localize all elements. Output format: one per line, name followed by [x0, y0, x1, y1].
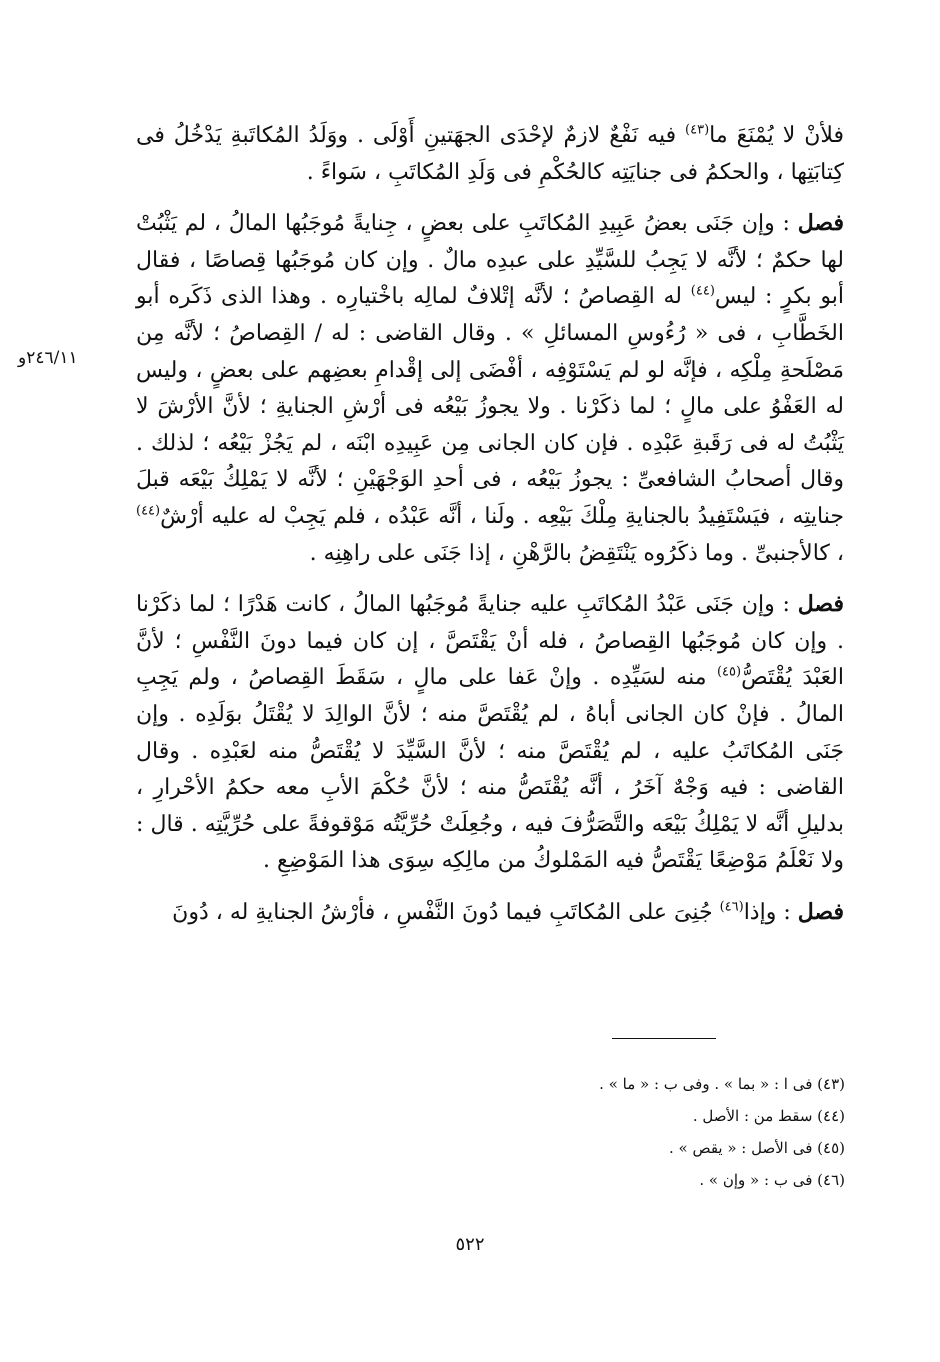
- footnote-ref-44-second[interactable]: (٤٤): [136, 503, 161, 519]
- footnotes: [300, 1068, 845, 1196]
- paragraph-4: [136, 894, 844, 932]
- footnote-46: (٤٦) فى ب : « وإن » .: [699, 1171, 845, 1189]
- paragraph-4-text-a: : وإذا: [743, 899, 798, 925]
- page-number: ٥٢٢: [455, 1234, 485, 1255]
- manuscript-folio-note: ٢٤٦/١١و: [18, 348, 78, 368]
- paragraph-2-text-b: له القِصاصُ ؛ لأنَّه إتْلافٌ لمالِه باخْتيارِه . وهذا الذى ذَكَره أبو الخَطَّابِ ، فى « رُءُوسِ المسائلِ » . وقال القاضى : له / القِصاصُ ؛ لأنَّه مِن مَصْلَحةِ مِلْكِه ، فإنَّه لو لم يَسْتَوْفِه ، أفْضَى إلى إقْدامِ بعضِهم على بعضٍ ، وليس له العَفْوُ على مالٍ ؛ لما ذكَرْنا . ولا يجوزُ بَيْعُه فى أرْشِ الجنايةِ ؛ لأنَّ الأرْشَ لا يَثْبُتُ له فى رَقَبةِ عَبْدِه . فإن كان الجانى مِن عَبِيدِه ابْنَه ، لم يَجُزْ بَيْعُه ؛ لذلك . وقال أصحابُ الشافعىِّ : يجوزُ بَيْعُه ، فى أحدِ الوَجْهَيْنِ ؛ لأنَّه لا يَمْلِكُ بَيْعَه قبلَ جنايتِه ، فيَسْتَفِيدُ بالجنايةِ مِلْكَ بَيْعِه . ولَنا ، أنَّه عَبْدُه ، فلم يَجِبْ له عليه أرْشٌ: [136, 284, 844, 529]
- main-text: [136, 118, 844, 945]
- paragraph-1-text-a: فلأنْ لا يُمْنَعَ ما: [709, 123, 844, 148]
- paragraph-3-text-b: منه لسَيِّدِه . وإنْ عَفا على مالٍ ، سَقَطَ القِصاصُ ، ولم يَجِبِ المالُ . فإنْ كان الجانى أباهُ ، لم يُقْتَصَّ منه ؛ لأنَّ الوالِدَ لا يُقْتَلُ بوَلَدِه . وإن جَنَى المُكاتَبُ عليه ، لم يُقْتَصَّ منه ؛ لأنَّ السَّيِّدَ لا يُقْتَصُّ منه لعَبْدِه . وقال القاضى : فيه وَجْهٌ آخَرُ ، أنَّه يُقْتَصُّ منه ؛ لأنَّ حُكْمَ الأبِ معه حكمُ الأحْرارِ ، بدليلِ أنَّه لا يَمْلِكُ بَيْعَه والتَّصَرُّفَ فيه ، وجُعِلَتْ حُرِّيَّتُه مَوْقوفةً على حُرِّيَّتِه . قال : ولا نَعْلَمُ مَوْضِعًا يَقْتَصُّ فيه المَمْلوكُ من مالِكِه سِوَى هذا المَوْضِعِ .: [136, 665, 844, 874]
- footnote-ref-45[interactable]: (٤٥): [716, 664, 742, 680]
- paragraph-2: [136, 205, 844, 572]
- section-label: فصل: [797, 591, 844, 618]
- footnote-ref-44[interactable]: (٤٤): [690, 284, 715, 300]
- paragraph-2-text-c: ، كالأجنبىِّ . وما ذكَرُوه يَنْتَقِضُ بالرَّهْنِ ، إذا جَنَى على راهِنِه .: [309, 540, 844, 566]
- footnote-44: (٤٤) سقط من : الأصل .: [692, 1107, 845, 1125]
- footnote-45: (٤٥) فى الأصل : « يقص » .: [668, 1139, 845, 1157]
- paragraph-3-text-a: : وإن جَنَى عَبْدُ المُكاتَبِ عليه جنايةً مُوجَبُها المالُ ، كانت هَدْرًا ؛ لما ذكَرْنا . وإن كان مُوجَبُها القِصاصُ ، فله أنْ يَقْتَصَّ ، إن كان فيما دونَ النَّفْسِ ؛ لأنَّ العَبْدَ يُقْتَصُّ: [136, 592, 844, 691]
- footnote-ref-46[interactable]: (٤٦): [719, 899, 744, 915]
- paragraph-1: [136, 118, 844, 191]
- section-label: فصل: [797, 210, 844, 237]
- paragraph-2-text-a: : وإن جَنَى بعضُ عَبِيدِ المُكاتَبِ على بعضٍ ، جِنايةً مُوجَبُها المالُ ، لم يَثْبُتْ لها حكمٌ ؛ لأنَّه لا يَجِبُ للسَّيِّدِ على عبدِه مالٌ . وإن كان مُوجَبُها قِصاصًا ، فقال أبو بكرٍ : ليس: [136, 211, 845, 310]
- paragraph-4-text-b: جُنِىَ على المُكاتَبِ فيما دُونَ النَّفْسِ ، فأرْشُ الجنايةِ له ، دُونَ: [172, 899, 720, 925]
- paragraph-1-text-b: فيه نَفْعٌ لازمٌ لإحْدَى الجهَتينِ أَوْلَى . ووَلَدُ المُكاتَبةِ يَدْخُلُ فى كِتابَتِها ، والحكمُ فى جنايَتِه كالحُكْمِ فى وَلَدِ المُكاتَبِ ، سَواءً .: [136, 123, 844, 185]
- footnote-ref-43[interactable]: (٤٣): [685, 122, 710, 138]
- paragraph-3: [136, 586, 844, 880]
- footnote-divider: [612, 1038, 716, 1039]
- footnote-43: (٤٣) فى ا : « بما » . وفى ب : « ما » .: [599, 1075, 845, 1093]
- section-label: فصل: [797, 898, 844, 925]
